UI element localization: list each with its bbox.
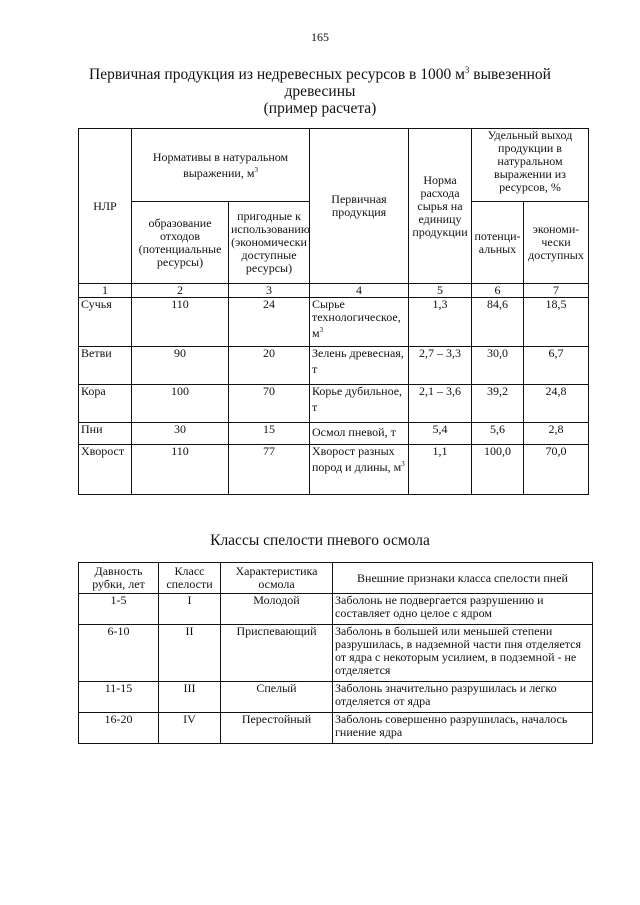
cell-product-label: Сырье технологическое, м (312, 297, 401, 340)
header-primary-product: Первичная продукция (310, 129, 409, 284)
column-number: 4 (310, 284, 409, 298)
cell-class: I (159, 594, 221, 625)
cell-waste: 110 (132, 445, 229, 495)
header-age: Давность рубки, лет (79, 563, 159, 594)
cell-signs: Заболонь совершенно разрушилась, началось гниение ядра (333, 713, 593, 744)
cell-waste: 110 (132, 298, 229, 347)
cell-usable: 70 (229, 385, 310, 423)
cell-potential: 84,6 (472, 298, 524, 347)
page-number: 165 (311, 30, 329, 44)
table1-title-line1-end: вывезенной (469, 66, 551, 84)
header-norm-consumption: Норма расхода сырья на единицу продукции (409, 129, 472, 284)
cell-economic: 2,8 (524, 423, 589, 445)
cell-norm: 1,3 (409, 298, 472, 347)
cell-product-superscript: 3 (319, 326, 324, 334)
header-economic: экономи-чески доступных (524, 202, 589, 284)
cell-age: 6-10 (79, 625, 159, 682)
cell-potential: 100,0 (472, 445, 524, 495)
header-norms (132, 129, 310, 202)
cell-product-label: Осмол пневой, т (312, 425, 396, 439)
table-row (79, 347, 589, 385)
cell-age: 16-20 (79, 713, 159, 744)
header-class: Класс спелости (159, 563, 221, 594)
cell-usable: 77 (229, 445, 310, 495)
table1-title-line2: древесины (284, 83, 356, 101)
cell-norm: 2,7 – 3,3 (409, 347, 472, 385)
cell-nlr: Хворост (79, 445, 132, 495)
cell-nlr: Пни (79, 423, 132, 445)
cell-economic: 24,8 (524, 385, 589, 423)
cell-usable: 24 (229, 298, 310, 347)
cell-product-superscript: 3 (401, 460, 405, 468)
cell-product (310, 298, 409, 347)
cell-nlr: Кора (79, 385, 132, 423)
cell-norm: 5,4 (409, 423, 472, 445)
header-potential: потенци-альных (472, 202, 524, 284)
cell-product (310, 445, 409, 495)
cell-potential: 5,6 (472, 423, 524, 445)
column-number: 1 (79, 284, 132, 298)
cell-characteristic: Молодой (221, 594, 333, 625)
header-norms-label: Нормативы в натуральном выражении, м (152, 149, 289, 180)
cell-characteristic: Приспевающий (221, 625, 333, 682)
ripeness-classes-table (78, 562, 593, 744)
cell-signs: Заболонь значительно разрушилась и легко отделяется от ядра (333, 682, 593, 713)
cell-norm: 2,1 – 3,6 (409, 385, 472, 423)
cell-product (310, 347, 409, 385)
cell-product-label: Корье дубильное, т (312, 384, 403, 414)
cell-economic: 70,0 (524, 445, 589, 495)
header-signs: Внешние признаки класса спелости пней (333, 563, 593, 594)
cell-product-label: Зелень древесная, т (312, 346, 404, 376)
column-number: 2 (132, 284, 229, 298)
table-row (79, 713, 593, 744)
cell-waste: 30 (132, 423, 229, 445)
table-row (79, 445, 589, 495)
cell-product (310, 423, 409, 445)
cell-waste: 90 (132, 347, 229, 385)
header-characteristic: Характеристика осмола (221, 563, 333, 594)
cell-economic: 6,7 (524, 347, 589, 385)
cell-nlr: Ветви (79, 347, 132, 385)
cell-class: III (159, 682, 221, 713)
column-number: 7 (524, 284, 589, 298)
table-row (79, 625, 593, 682)
header-norms-superscript: 3 (254, 165, 258, 174)
cell-economic: 18,5 (524, 298, 589, 347)
primary-products-table (78, 128, 589, 495)
column-number: 5 (409, 284, 472, 298)
table-row (79, 298, 589, 347)
cell-usable: 15 (229, 423, 310, 445)
cell-waste: 100 (132, 385, 229, 423)
cell-characteristic: Перестойный (221, 713, 333, 744)
table1-title-line3: (пример расчета) (263, 100, 377, 118)
cell-signs: Заболонь в большей или меньшей степени разрушилась, в надземной части пня отделяется от ядра с некоторым усилием, в подземной - не отделяется (333, 625, 593, 682)
cell-class: IV (159, 713, 221, 744)
cell-age: 11-15 (79, 682, 159, 713)
table-row (79, 385, 589, 423)
cell-potential: 39,2 (472, 385, 524, 423)
header-usable: пригодные к использованию (экономически доступные ресурсы) (229, 202, 310, 284)
column-number-row (79, 284, 589, 298)
table1-title (0, 62, 640, 117)
table-row (79, 423, 589, 445)
header-nlr: НЛР (79, 129, 132, 284)
cell-product-label: Хворост разных пород и длины, м (312, 444, 402, 474)
cell-age: 1-5 (79, 594, 159, 625)
cell-class: II (159, 625, 221, 682)
cell-signs: Заболонь не подвергается разрушению и составляет одно целое с ядром (333, 594, 593, 625)
cell-nlr: Сучья (79, 298, 132, 347)
header-waste: образование отходов (потенциальные ресурсы) (132, 202, 229, 284)
cell-product (310, 385, 409, 423)
table2-title: Классы спелости пневого осмола (210, 532, 430, 549)
cell-characteristic: Спелый (221, 682, 333, 713)
table1-title-line1: Первичная продукция из недревесных ресурсов в 1000 м (89, 66, 465, 84)
cell-potential: 30,0 (472, 347, 524, 385)
column-number: 3 (229, 284, 310, 298)
cell-norm: 1,1 (409, 445, 472, 495)
table-row (79, 682, 593, 713)
cell-usable: 20 (229, 347, 310, 385)
header-specific-yield: Удельный выход продукции в натуральном выражении из ресурсов, % (472, 129, 589, 202)
column-number: 6 (472, 284, 524, 298)
title-superscript: 3 (464, 65, 470, 75)
table-row (79, 594, 593, 625)
